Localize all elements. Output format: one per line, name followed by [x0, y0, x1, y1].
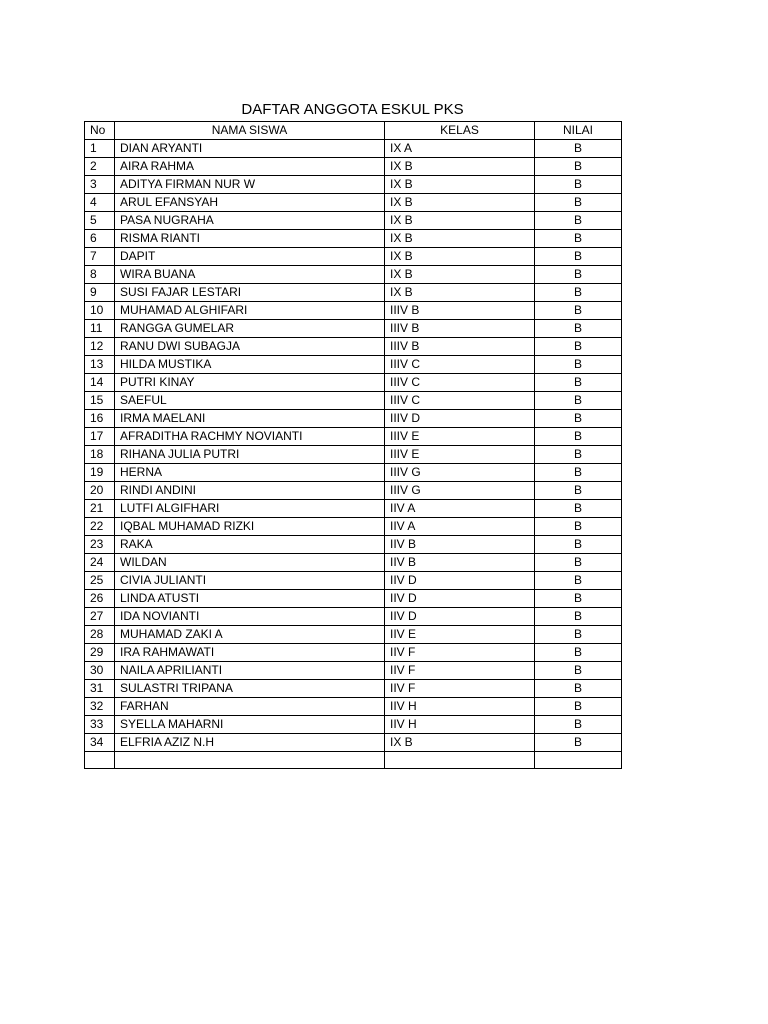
- cell-no: 17: [85, 428, 115, 446]
- cell-kelas: IIV F: [385, 680, 535, 698]
- cell-nama-siswa: PUTRI KINAY: [115, 374, 385, 392]
- cell-no: 22: [85, 518, 115, 536]
- cell-nilai: B: [535, 266, 622, 284]
- cell-nama-siswa: IDA NOVIANTI: [115, 608, 385, 626]
- cell-nilai: B: [535, 554, 622, 572]
- cell-nama-siswa: FARHAN: [115, 698, 385, 716]
- cell-no: 10: [85, 302, 115, 320]
- cell-nilai: B: [535, 680, 622, 698]
- cell-no: 16: [85, 410, 115, 428]
- cell-no: 2: [85, 158, 115, 176]
- table-row: [85, 320, 622, 338]
- cell-kelas: IIIV D: [385, 410, 535, 428]
- table-body: [85, 140, 622, 769]
- table-row: [85, 482, 622, 500]
- cell-kelas: IIIV E: [385, 428, 535, 446]
- cell-no: 32: [85, 698, 115, 716]
- cell-kelas: IX B: [385, 158, 535, 176]
- cell-nama-siswa: HILDA MUSTIKA: [115, 356, 385, 374]
- cell-kelas: IIIV B: [385, 302, 535, 320]
- cell-nilai: B: [535, 320, 622, 338]
- cell-nama-siswa: RISMA RIANTI: [115, 230, 385, 248]
- cell-nilai: B: [535, 176, 622, 194]
- cell-nilai: B: [535, 248, 622, 266]
- cell-nilai: B: [535, 356, 622, 374]
- table-row: [85, 644, 622, 662]
- table-row: [85, 662, 622, 680]
- cell-nilai: B: [535, 536, 622, 554]
- cell-no: 9: [85, 284, 115, 302]
- cell-nama-siswa: HERNA: [115, 464, 385, 482]
- document-title: DAFTAR ANGGOTA ESKUL PKS: [241, 101, 464, 118]
- cell-kelas: IIV H: [385, 716, 535, 734]
- cell-nama-siswa: ELFRIA AZIZ N.H: [115, 734, 385, 752]
- table-row: [85, 716, 622, 734]
- cell-no-empty: [85, 752, 115, 769]
- cell-nama-siswa: AFRADITHA RACHMY NOVIANTI: [115, 428, 385, 446]
- cell-nilai: B: [535, 482, 622, 500]
- cell-kelas: IIIV C: [385, 392, 535, 410]
- cell-nilai: B: [535, 140, 622, 158]
- cell-nama-siswa: WILDAN: [115, 554, 385, 572]
- cell-no: 18: [85, 446, 115, 464]
- cell-no: 29: [85, 644, 115, 662]
- cell-nama-siswa: SUSI FAJAR LESTARI: [115, 284, 385, 302]
- cell-kelas: IX B: [385, 212, 535, 230]
- cell-kelas: IIV B: [385, 554, 535, 572]
- column-header-kelas: KELAS: [385, 122, 535, 140]
- table-row: [85, 464, 622, 482]
- cell-nilai: B: [535, 446, 622, 464]
- cell-nama-siswa: WIRA BUANA: [115, 266, 385, 284]
- cell-nama-siswa: DAPIT: [115, 248, 385, 266]
- cell-kelas: IIV B: [385, 536, 535, 554]
- cell-nilai: B: [535, 662, 622, 680]
- cell-nilai: B: [535, 518, 622, 536]
- cell-no: 7: [85, 248, 115, 266]
- cell-no: 12: [85, 338, 115, 356]
- cell-kelas: IIIV G: [385, 482, 535, 500]
- table-row: [85, 212, 622, 230]
- table-row: [85, 284, 622, 302]
- cell-kelas: IX B: [385, 266, 535, 284]
- cell-no: 13: [85, 356, 115, 374]
- cell-kelas: IIV H: [385, 698, 535, 716]
- cell-kelas: IIV A: [385, 500, 535, 518]
- table-row: [85, 302, 622, 320]
- table-row: [85, 176, 622, 194]
- table-row: [85, 626, 622, 644]
- cell-no: 8: [85, 266, 115, 284]
- table-row: [85, 374, 622, 392]
- cell-kelas: IIV F: [385, 662, 535, 680]
- cell-nilai: B: [535, 608, 622, 626]
- table-row: [85, 536, 622, 554]
- cell-no: 26: [85, 590, 115, 608]
- cell-nilai-empty: [535, 752, 622, 769]
- cell-nilai: B: [535, 500, 622, 518]
- cell-kelas: IIV D: [385, 590, 535, 608]
- cell-kelas: IIV E: [385, 626, 535, 644]
- cell-nama-siswa: RANU DWI SUBAGJA: [115, 338, 385, 356]
- table-row: [85, 140, 622, 158]
- table-row: [85, 338, 622, 356]
- cell-no: 4: [85, 194, 115, 212]
- table-row: [85, 734, 622, 752]
- cell-nilai: B: [535, 158, 622, 176]
- cell-nilai: B: [535, 410, 622, 428]
- cell-nama-siswa: PASA NUGRAHA: [115, 212, 385, 230]
- table-row: [85, 608, 622, 626]
- cell-kelas-empty: [385, 752, 535, 769]
- cell-kelas: IIV D: [385, 608, 535, 626]
- column-header-no: No: [85, 122, 115, 140]
- cell-no: 30: [85, 662, 115, 680]
- column-header-nama: NAMA SISWA: [115, 122, 385, 140]
- cell-kelas: IX B: [385, 194, 535, 212]
- cell-no: 34: [85, 734, 115, 752]
- table-row: [85, 194, 622, 212]
- cell-nama-siswa: IRMA MAELANI: [115, 410, 385, 428]
- cell-no: 14: [85, 374, 115, 392]
- cell-no: 25: [85, 572, 115, 590]
- table-row: [85, 392, 622, 410]
- cell-nilai: B: [535, 734, 622, 752]
- table-row: [85, 698, 622, 716]
- cell-nama-siswa: RINDI ANDINI: [115, 482, 385, 500]
- cell-kelas: IIV D: [385, 572, 535, 590]
- table-row: [85, 410, 622, 428]
- cell-kelas: IX A: [385, 140, 535, 158]
- cell-nama-siswa: MUHAMAD ALGHIFARI: [115, 302, 385, 320]
- cell-nilai: B: [535, 212, 622, 230]
- cell-kelas: IIIV C: [385, 374, 535, 392]
- cell-nama-siswa: AIRA RAHMA: [115, 158, 385, 176]
- table-row: [85, 428, 622, 446]
- cell-nilai: B: [535, 338, 622, 356]
- cell-nama-siswa: NAILA APRILIANTI: [115, 662, 385, 680]
- cell-no: 5: [85, 212, 115, 230]
- cell-nilai: B: [535, 626, 622, 644]
- cell-nama-siswa: ARUL EFANSYAH: [115, 194, 385, 212]
- cell-no: 19: [85, 464, 115, 482]
- cell-nama-siswa: CIVIA JULIANTI: [115, 572, 385, 590]
- cell-kelas: IIV A: [385, 518, 535, 536]
- cell-kelas: IX B: [385, 284, 535, 302]
- cell-nama-siswa: SYELLA MAHARNI: [115, 716, 385, 734]
- cell-no: 24: [85, 554, 115, 572]
- member-table: [84, 121, 622, 769]
- cell-no: 31: [85, 680, 115, 698]
- table-row-empty: [85, 752, 622, 769]
- cell-nama-siswa: LINDA ATUSTI: [115, 590, 385, 608]
- table-row: [85, 554, 622, 572]
- table-row: [85, 590, 622, 608]
- cell-nilai: B: [535, 230, 622, 248]
- cell-nilai: B: [535, 644, 622, 662]
- cell-no: 20: [85, 482, 115, 500]
- table-row: [85, 446, 622, 464]
- cell-nama-siswa: RAKA: [115, 536, 385, 554]
- cell-no: 23: [85, 536, 115, 554]
- cell-no: 3: [85, 176, 115, 194]
- table-row: [85, 680, 622, 698]
- cell-nilai: B: [535, 284, 622, 302]
- cell-nilai: B: [535, 374, 622, 392]
- cell-nilai: B: [535, 464, 622, 482]
- cell-no: 15: [85, 392, 115, 410]
- cell-nilai: B: [535, 194, 622, 212]
- table-row: [85, 230, 622, 248]
- table-header-row: [85, 122, 622, 140]
- cell-no: 28: [85, 626, 115, 644]
- cell-no: 1: [85, 140, 115, 158]
- cell-kelas: IIIV C: [385, 356, 535, 374]
- cell-no: 6: [85, 230, 115, 248]
- cell-no: 33: [85, 716, 115, 734]
- cell-nama-siswa-empty: [115, 752, 385, 769]
- table-row: [85, 500, 622, 518]
- cell-nilai: B: [535, 392, 622, 410]
- cell-kelas: IIIV B: [385, 320, 535, 338]
- cell-kelas: IIV F: [385, 644, 535, 662]
- cell-nama-siswa: DIAN ARYANTI: [115, 140, 385, 158]
- cell-nama-siswa: MUHAMAD ZAKI A: [115, 626, 385, 644]
- cell-nama-siswa: ADITYA FIRMAN NUR W: [115, 176, 385, 194]
- cell-nama-siswa: IRA RAHMAWATI: [115, 644, 385, 662]
- cell-nama-siswa: SAEFUL: [115, 392, 385, 410]
- cell-nama-siswa: SULASTRI TRIPANA: [115, 680, 385, 698]
- cell-kelas: IX B: [385, 176, 535, 194]
- cell-nilai: B: [535, 716, 622, 734]
- table-row: [85, 266, 622, 284]
- cell-no: 27: [85, 608, 115, 626]
- cell-nilai: B: [535, 428, 622, 446]
- cell-nilai: B: [535, 302, 622, 320]
- table-row: [85, 518, 622, 536]
- cell-nama-siswa: RIHANA JULIA PUTRI: [115, 446, 385, 464]
- cell-kelas: IIIV B: [385, 338, 535, 356]
- cell-nama-siswa: RANGGA GUMELAR: [115, 320, 385, 338]
- cell-no: 21: [85, 500, 115, 518]
- cell-nilai: B: [535, 572, 622, 590]
- cell-kelas: IIIV E: [385, 446, 535, 464]
- cell-nilai: B: [535, 698, 622, 716]
- cell-kelas: IX B: [385, 230, 535, 248]
- cell-kelas: IX B: [385, 248, 535, 266]
- column-header-nilai: NILAI: [535, 122, 622, 140]
- table-row: [85, 356, 622, 374]
- table-row: [85, 248, 622, 266]
- table-row: [85, 572, 622, 590]
- cell-nama-siswa: IQBAL MUHAMAD RIZKI: [115, 518, 385, 536]
- cell-kelas: IIIV G: [385, 464, 535, 482]
- cell-nama-siswa: LUTFI ALGIFHARI: [115, 500, 385, 518]
- cell-nilai: B: [535, 590, 622, 608]
- cell-no: 11: [85, 320, 115, 338]
- table-row: [85, 158, 622, 176]
- cell-kelas: IX B: [385, 734, 535, 752]
